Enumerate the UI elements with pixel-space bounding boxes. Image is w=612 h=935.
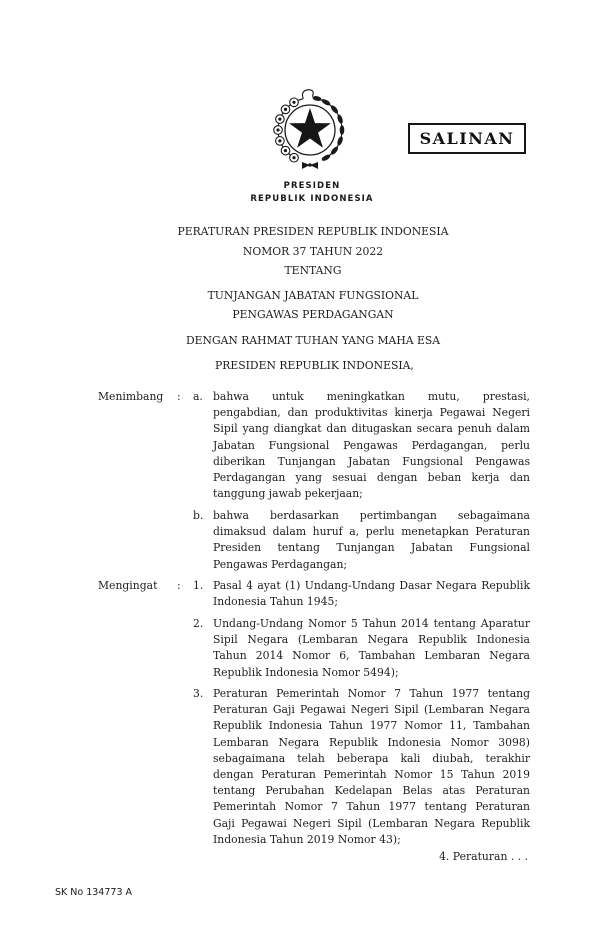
considering-b-line: bahwa berdasarkan pertimbangan sebagaimana	[213, 509, 530, 522]
regulation-subject-line-2: PENGAWAS PERDAGANGAN	[232, 308, 394, 321]
considering-a-line: Jabatan Fungsional Pengawas Perdagangan, perlu	[213, 438, 530, 452]
observing-marker-3: 3.	[193, 687, 204, 700]
rice-grain	[336, 136, 344, 147]
rice-grain	[336, 114, 344, 125]
presidential-seal-icon	[270, 86, 350, 170]
considering-item-a	[213, 389, 530, 502]
flower-center	[292, 156, 295, 159]
observing-colon: :	[177, 579, 181, 592]
salinan-stamp: SALINAN	[408, 123, 526, 154]
considering-a-line: tanggung jawab pekerjaan;	[213, 487, 363, 501]
rice-grain	[340, 125, 345, 135]
considering-b-line: Pengawas Perdagangan;	[213, 557, 348, 571]
flower-center	[292, 101, 295, 104]
considering-colon: :	[177, 390, 181, 403]
observing-2-line: Undang-Undang Nomor 5 Tahun 2014 tentang Aparatur	[213, 617, 530, 630]
invocation: DENGAN RAHMAT TUHAN YANG MAHA ESA	[185, 334, 441, 347]
observing-2-line: Sipil Negara (Lembaran Negara Republik Indonesia	[213, 633, 530, 647]
considering-label: Menimbang	[98, 390, 164, 403]
observing-3-line: Peraturan Pemerintah Nomor 7 Tahun 1977 tentang	[213, 687, 530, 700]
considering-a-line: diberikan Tunjangan Jabatan Fungsional Pengawas	[213, 454, 530, 468]
observing-3-line: tentang Perubahan Kedelapan Belas atas Peraturan	[213, 784, 530, 798]
letterhead-country: REPUBLIK INDONESIA	[250, 194, 374, 204]
observing-3-line: Pemerintah Nomor 7 Tahun 1977 tentang Peraturan	[213, 800, 530, 814]
observing-3-line: Gaji Pegawai Negeri Sipil (Lembaran Negara Republik	[213, 816, 530, 830]
bow-knot	[308, 163, 312, 167]
considering-a-line: bahwa untuk meningkatkan mutu, prestasi,	[213, 390, 530, 403]
flower-center	[284, 149, 287, 152]
observing-marker-2: 2.	[193, 617, 204, 630]
flower-center	[278, 139, 281, 142]
observing-2-line: Republik Indonesia Nomor 5494);	[213, 665, 399, 679]
regulation-title: PERATURAN PRESIDEN REPUBLIK INDONESIA	[177, 225, 449, 238]
considering-b-line: dimaksud dalam huruf a, perlu menetapkan Peraturan	[213, 525, 530, 539]
observing-1-line: Pasal 4 ayat (1) Undang-Undang Dasar Negara Republik	[213, 579, 530, 592]
observing-item-2	[213, 616, 530, 681]
enactor: PRESIDEN REPUBLIK INDONESIA,	[215, 359, 414, 372]
observing-3-line: sebagaimana telah beberapa kali diubah, terakhir	[213, 751, 530, 765]
regulation-number: NOMOR 37 TAHUN 2022	[242, 245, 384, 258]
flower-center	[276, 128, 279, 131]
flower-center	[278, 118, 281, 121]
continuation-catchword: 4. Peraturan . . .	[439, 850, 528, 863]
rice-grain	[312, 95, 322, 101]
observing-label: Mengingat	[98, 579, 158, 592]
observing-marker-1: 1.	[193, 579, 204, 592]
regulation-subject-line-1: TUNJANGAN JABATAN FUNGSIONAL	[207, 289, 419, 302]
observing-3-line: Lembaran Negara Republik Indonesia Nomor 3098)	[213, 735, 530, 749]
considering-a-line: Perdagangan yang sesuai dengan beban kerja dan	[213, 470, 530, 484]
observing-item-1	[213, 578, 530, 610]
flower-center	[284, 108, 287, 111]
observing-3-line: Indonesia Tahun 2019 Nomor 43);	[213, 832, 401, 846]
ribbon-bow	[302, 162, 318, 169]
observing-item-3	[213, 686, 530, 848]
observing-2-line: Tahun 2014 Nomor 6, Tambahan Lembaran Negara	[213, 649, 530, 663]
considering-b-line: Presiden tentang Tunjangan Jabatan Fungsional	[213, 541, 530, 555]
observing-3-line: Peraturan Gaji Pegawai Negeri Sipil (Lembaran Negara	[213, 703, 530, 717]
observing-3-line: Republik Indonesia Tahun 1977 Nomor 11, Tambahan	[213, 719, 530, 733]
considering-marker-b: b.	[193, 509, 204, 522]
regulation-about: TENTANG	[284, 264, 342, 277]
considering-item-b	[213, 508, 530, 573]
considering-a-line: Sipil yang diangkat dan ditugaskan secara penuh dalam	[213, 422, 530, 436]
observing-3-line: dengan Peraturan Pemerintah Nomor 15 Tahun 2019	[213, 767, 530, 781]
observing-1-line: Indonesia Tahun 1945;	[213, 595, 339, 609]
considering-a-line: pengabdian, dan produktivitas kinerja Pegawai Negeri	[213, 406, 530, 420]
top-curl	[302, 90, 313, 99]
letterhead-office: PRESIDEN	[283, 181, 341, 191]
considering-marker-a: a.	[193, 390, 203, 403]
document-code: SK No 134773 A	[55, 887, 133, 898]
